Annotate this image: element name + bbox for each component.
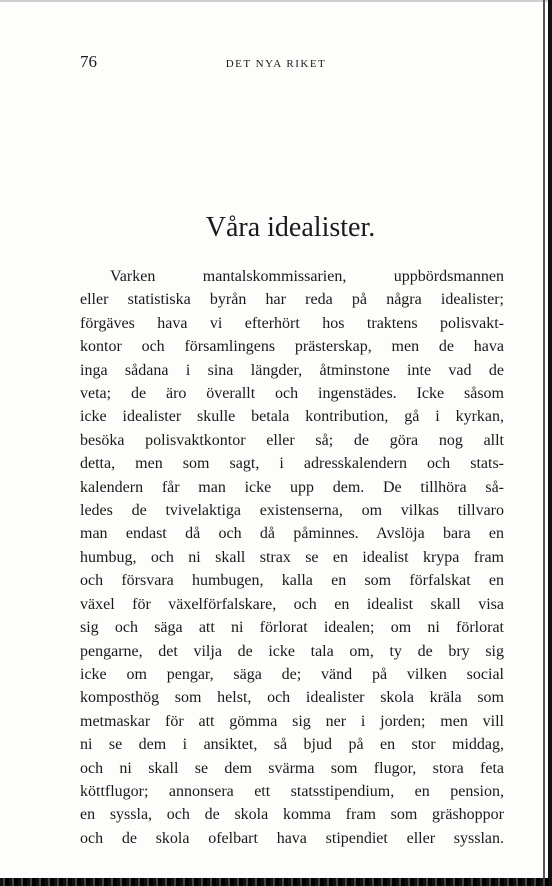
text-line: man endast då och då påminnes. Avslöja bara en	[80, 525, 504, 543]
text-line: förgäves hava vi efterhört hos traktens polisvakt-	[80, 314, 504, 332]
page-top-border	[0, 0, 552, 2]
text-line: humbug, och ni skall strax se en idealist krypa fram	[80, 548, 504, 566]
text-line: eller statistiska byrån har reda på några idealister;	[80, 291, 504, 309]
text-line: detta, men som sagt, i adresskalendern och stats-	[80, 455, 504, 473]
running-head: DET NYA RIKET	[225, 58, 327, 70]
chapter-title: Våra idealister.	[205, 212, 376, 243]
text-line: och de skola ofelbart hava stipendiet eller sysslan.	[80, 829, 504, 847]
body-text	[80, 265, 504, 850]
page-bottom-edge	[0, 878, 552, 886]
text-line: och försvara humbugen, kalla en som förfalskat en	[80, 572, 504, 590]
text-line: ledes de tvivelaktiga existenserna, om vilkas tillvaro	[80, 502, 504, 520]
text-line: metmaskar för att gömma sig ner i jorden; men vill	[80, 712, 504, 730]
text-line: besöka polisvaktkontor eller så; de göra nog allt	[80, 431, 504, 449]
text-line: Varken mantalskommissarien, uppbördsmannen	[110, 268, 504, 285]
text-line: kalendern får man icke upp dem. De tillhöra så-	[80, 478, 504, 496]
text-line: en syssla, och de skola komma fram som gräshoppor	[80, 806, 504, 824]
page-right-edge-shadow	[543, 0, 545, 886]
text-line: sig och säga att ni förlorat idealen; om ni förlorat	[80, 619, 504, 637]
text-line: inga sådana i sina längder, åtminstone inte vad de	[80, 361, 504, 379]
text-line: veta; de äro överallt och ingenstädes. Icke såsom	[80, 385, 504, 403]
text-line: ni se dem i ansiktet, så bjud på en stor middag,	[80, 736, 504, 754]
text-line: växel för växelförfalskare, och en idealist skall visa	[80, 595, 504, 613]
text-line: kontor och församlingens prästerskap, men de hava	[80, 338, 504, 356]
text-line: komposthög som helst, och idealister skola kräla som	[80, 689, 504, 707]
page-number: 76	[80, 52, 97, 71]
text-line: och ni skall se dem svärma som flugor, stora feta	[80, 759, 504, 777]
text-line: pengarne, det vilja de icke tala om, ty de bry sig	[80, 642, 504, 660]
page-right-edge	[548, 0, 552, 886]
text-line: köttflugor; annonsera ett statsstipendium, en pension,	[80, 782, 504, 800]
text-line: icke idealister skulle betala kontribution, gå i kyrkan,	[80, 408, 504, 426]
text-line: icke om pengar, säga de; vänd på vilken social	[80, 665, 504, 683]
